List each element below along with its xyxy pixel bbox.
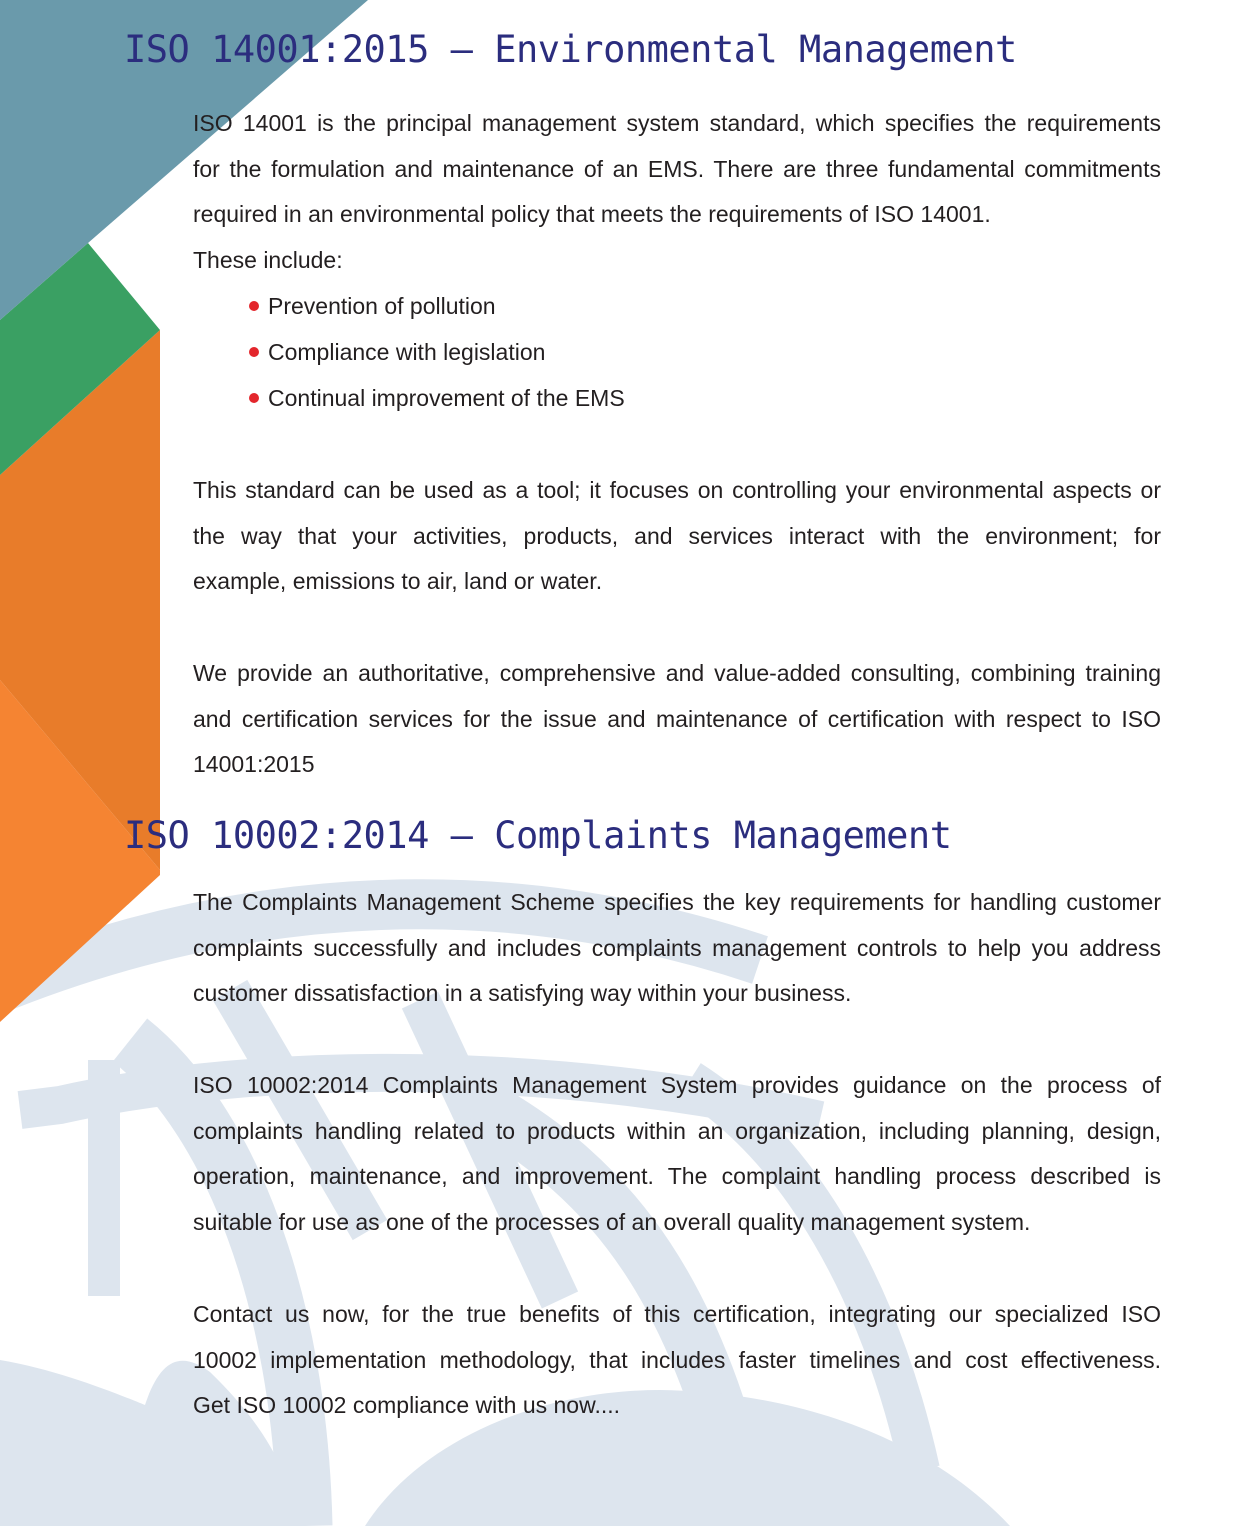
text-line: customer dissatisfaction in a satisfying way within your business.	[193, 980, 852, 1007]
section2-contact-paragraph	[193, 1292, 1161, 1429]
list-item	[246, 283, 625, 329]
text-line: 14001:2015	[193, 751, 315, 778]
text-line: and certification services for the issue and maintenance of certification with respect to ISO	[193, 705, 1161, 732]
text-line: This standard can be used as a tool; it focuses on controlling your environmental aspects or	[193, 477, 1161, 503]
section2-title: ISO 10002:2014 – Complaints Management	[124, 814, 952, 857]
text-line: required in an environmental policy that meets the requirements of ISO 14001.	[193, 201, 991, 228]
bullet-dot-icon	[249, 393, 259, 403]
section1-intro-paragraph	[193, 101, 1161, 283]
commitments-list	[246, 283, 625, 421]
list-item	[246, 375, 625, 421]
text-line: We provide an authoritative, comprehensive and value-added consulting, combining training	[193, 660, 1161, 686]
text-line: operation, maintenance, and improvement. The complaint handling process described is	[193, 1163, 1161, 1190]
section2-guidance-paragraph	[193, 1063, 1161, 1245]
text-line: Get ISO 10002 compliance with us now....	[193, 1392, 621, 1419]
text-line: for the formulation and maintenance of an EMS. There are three fundamental commitments	[193, 155, 1161, 182]
text-line: Contact us now, for the true benefits of this certification, integrating our specialized ISO	[193, 1301, 1161, 1327]
text-line: example, emissions to air, land or water.	[193, 568, 603, 595]
section1-tool-paragraph	[193, 468, 1161, 605]
text-line: ISO 14001 is the principal management system standard, which specifies the requirements	[193, 110, 1161, 136]
list-item-label: Continual improvement of the EMS	[268, 385, 625, 411]
list-item-label: Prevention of pollution	[268, 293, 496, 319]
bullet-dot-icon	[249, 347, 259, 357]
text-line: suitable for use as one of the processes of an overall quality management system.	[193, 1208, 1031, 1235]
text-line: The Complaints Management Scheme specifies the key requirements for handling customer	[193, 889, 1161, 915]
text-line: ISO 10002:2014 Complaints Management System provides guidance on the process of	[193, 1072, 1161, 1098]
text-line: 10002 implementation methodology, that includes faster timelines and cost effectiveness.	[193, 1346, 1161, 1373]
list-item-label: Compliance with legislation	[268, 339, 546, 365]
section1-title: ISO 14001:2015 – Environmental Management	[124, 28, 1017, 71]
text-line: complaints handling related to products within an organization, including planning, design,	[193, 1117, 1161, 1144]
section2-scheme-paragraph	[193, 880, 1161, 1017]
text-line: the way that your activities, products, and services interact with the environment; for	[193, 522, 1161, 549]
list-item	[246, 329, 625, 375]
section1-services-paragraph	[193, 651, 1161, 788]
text-line: complaints successfully and includes complaints management controls to help you address	[193, 934, 1161, 961]
includes-label: These include:	[193, 246, 343, 273]
bullet-dot-icon	[249, 301, 259, 311]
